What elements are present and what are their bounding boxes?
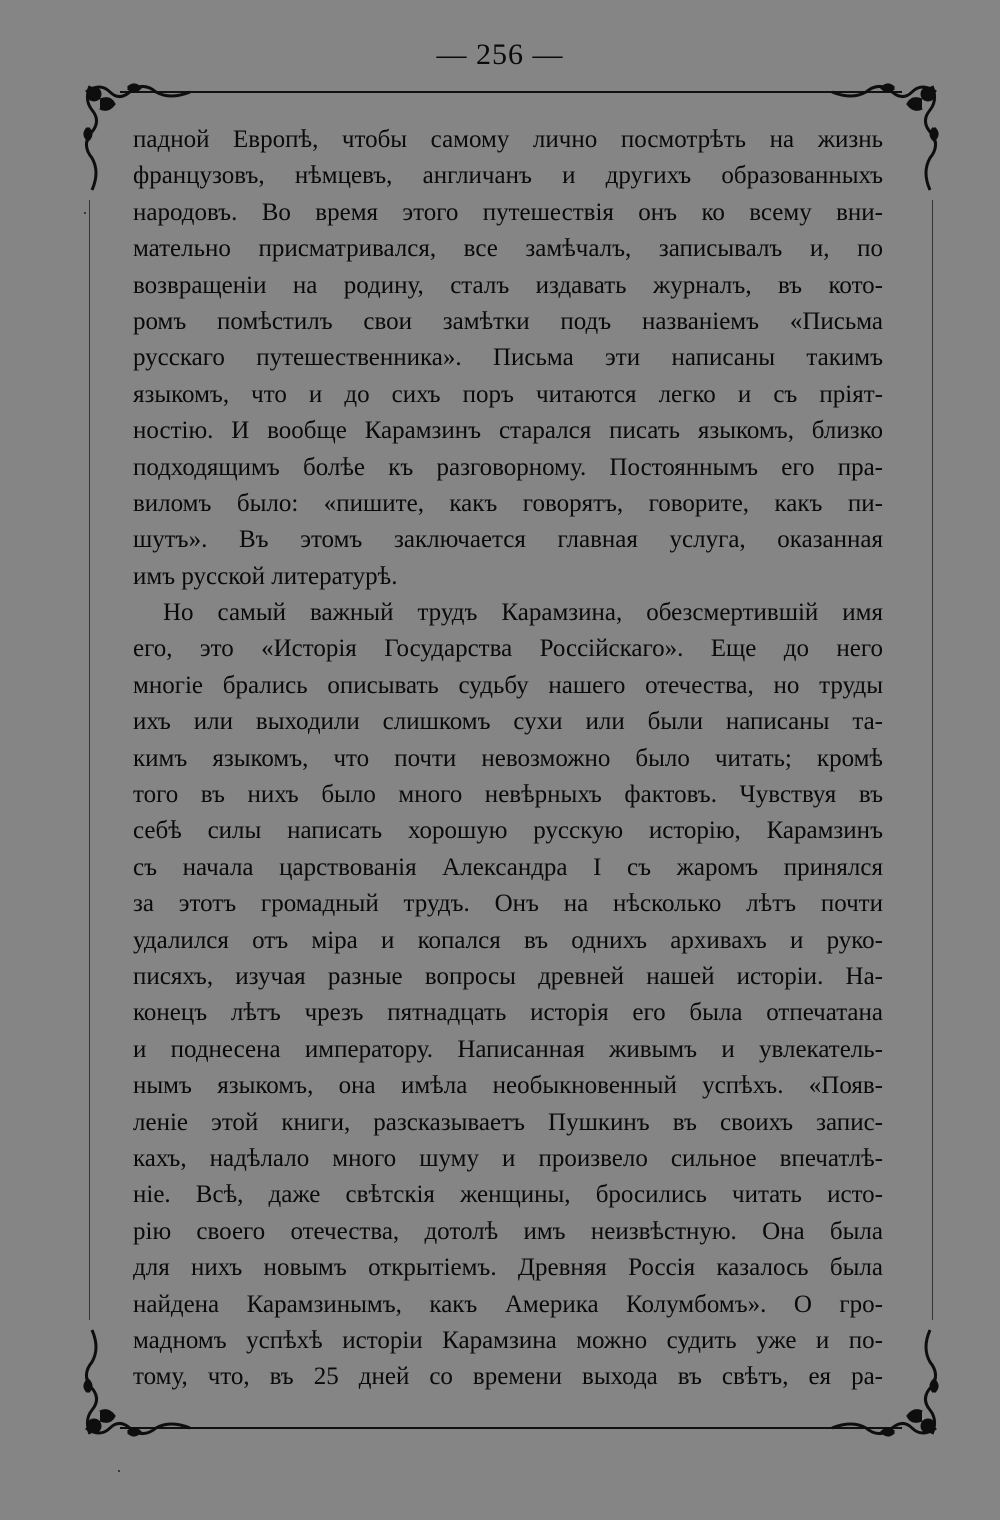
text-line: удалился отъ міра и копался въ однихъ архивахъ и руко- [133, 926, 883, 954]
text-line: мадномъ успѣхѣ исторіи Карамзина можно судить уже и по- [133, 1326, 883, 1354]
text-line: виломъ было: «пишите, какъ говорятъ, говорите, какъ пи- [133, 489, 883, 517]
text-line: шутъ». Въ этомъ заключается главная услуга, оказанная [133, 526, 883, 554]
text-line: того въ нихъ было много невѣрныхъ фактовъ. Чувствуя въ [133, 781, 883, 809]
text-line: себѣ силы написать хорошую русскую исторію, Карамзинъ [133, 817, 883, 845]
text-line: кимъ языкомъ, что почти невозможно было читать; кромѣ [133, 744, 883, 772]
frame-left-rule [89, 200, 90, 1320]
text-line: мательно присматривался, все замѣчалъ, записывалъ и, по [133, 235, 883, 263]
text-line: кахъ, надѣлало много шуму и произвело сильное впечатлѣ- [133, 1144, 883, 1172]
text-line: леніе этой книги, разсказываетъ Пушкинъ въ своихъ запис- [133, 1108, 883, 1136]
text-line: за этотъ громадный трудъ. Онъ на нѣсколько лѣтъ почти [133, 890, 883, 918]
text-line: языкомъ, что и до сихъ поръ читаются легко и съ пріят- [133, 380, 883, 408]
text-line: народовъ. Во время этого путешествія онъ ко всему вни- [133, 198, 883, 226]
text-line: ностію. И вообще Карамзинъ старался писать языкомъ, близко [133, 417, 883, 445]
text-line: имъ русской литературѣ. [133, 562, 398, 590]
paragraph-start-line: Но самый важный трудъ Карамзина, обезсмертившій имя [163, 599, 883, 627]
text-line: рію своего отечества, дотолѣ имъ неизвѣстную. Она была [133, 1217, 883, 1245]
text-line: его, это «Исторія Государства Россійскаго». Еще до него [133, 635, 883, 663]
text-line: французовъ, нѣмцевъ, англичанъ и другихъ образованныхъ [133, 162, 883, 190]
text-line: подходящимъ болѣе къ разговорному. Постояннымъ его пра- [133, 453, 883, 481]
text-line: падной Европѣ, чтобы самому лично посмотрѣть на жизнь [133, 126, 883, 153]
text-line: съ начала царствованія Александра I съ жаромъ принялся [133, 853, 883, 881]
frame-bottom-rule [120, 1427, 902, 1429]
text-line: нымъ языкомъ, она имѣла необыкновенный успѣхъ. «Появ- [133, 1072, 883, 1100]
speck [84, 212, 86, 214]
text-line: многіе брались описывать судьбу нашего отечества, но труды [133, 671, 883, 699]
text-line: русскаго путешественника». Письма эти написаны такимъ [133, 344, 883, 372]
body-text [133, 122, 883, 1396]
frame-top-rule [120, 91, 902, 93]
page-number: — 256 — [436, 38, 564, 71]
text-line: для нихъ новымъ открытіемъ. Древняя Россія казалось была [133, 1254, 883, 1282]
text-line: и поднесена императору. Написанная живымъ и увлекатель- [133, 1035, 883, 1063]
frame-right-rule [932, 200, 933, 1320]
text-line: возвращеніи на родину, сталъ издавать журналъ, въ кото- [133, 271, 883, 299]
speck [118, 1470, 120, 1472]
text-line: найдена Карамзинымъ, какъ Америка Колумбомъ». О гро- [133, 1290, 883, 1318]
text-line: ніе. Всѣ, даже свѣтскія женщины, бросились читать исто- [133, 1181, 883, 1209]
text-line: ихъ или выходили слишкомъ сухи или были написаны та- [133, 708, 883, 736]
text-line: ромъ помѣстилъ свои замѣтки подъ названіемъ «Письма [133, 307, 883, 335]
text-line: писяхъ, изучая разные вопросы древней нашей исторіи. На- [133, 962, 883, 990]
text-line: конецъ лѣтъ чрезъ пятнадцать исторія его была отпечатана [133, 999, 883, 1027]
text-line: тому, что, въ 25 дней со времени выхода въ свѣтъ, ея ра- [133, 1363, 883, 1391]
